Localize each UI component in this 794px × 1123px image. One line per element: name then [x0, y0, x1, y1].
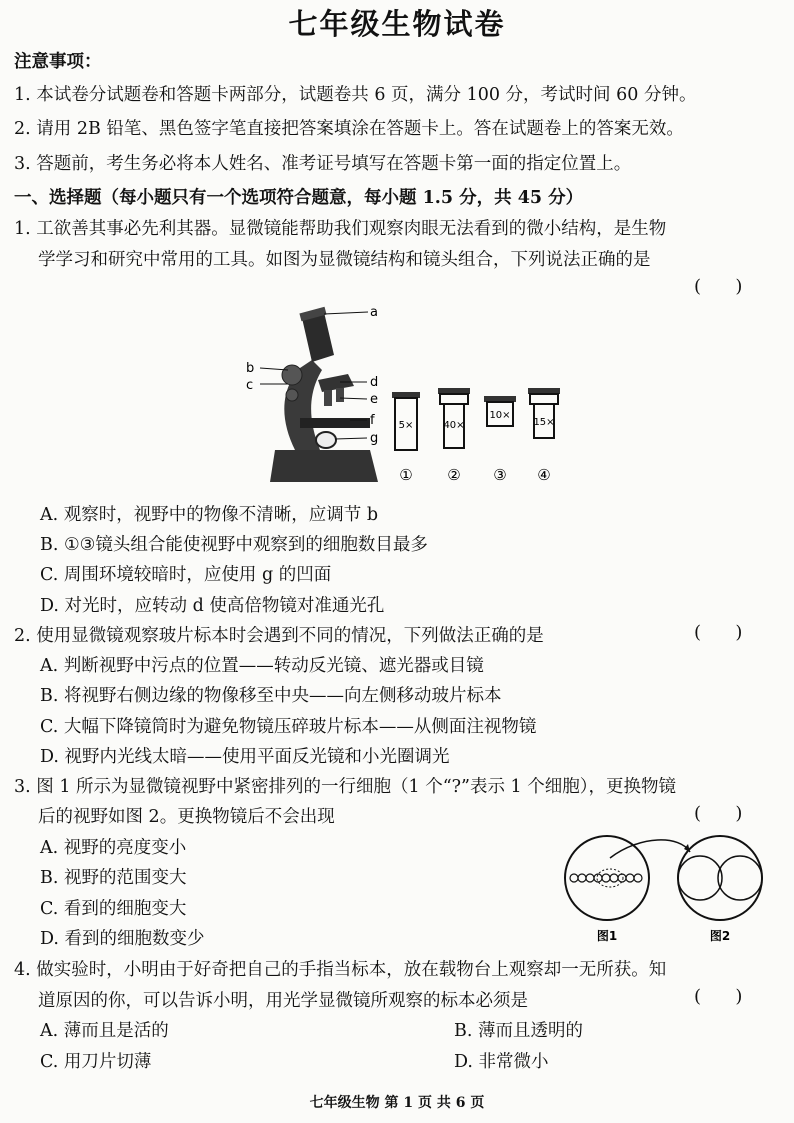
q3-option-d: D. 看到的细胞数变少 [40, 929, 205, 949]
section-heading: 一、选择题（每小题只有一个选项符合题意，每小题 1.5 分，共 45 分） [14, 188, 584, 208]
q3-option-c: C. 看到的细胞变大 [40, 899, 187, 919]
q1-stem-line2: 学学习和研究中常用的工具。如图为显微镜结构和镜头组合，下列说法正确的是 [38, 250, 651, 270]
label-e: e [370, 392, 378, 407]
lens-1-mag: 5× [398, 420, 414, 431]
lens-4 [528, 388, 560, 484]
q2-stem-line1: 2. 使用显微镜观察玻片标本时会遇到不同的情况，下列做法正确的是 [14, 626, 544, 646]
q1-option-a: A. 观察时，视野中的物像不清晰，应调节 b [40, 505, 379, 525]
lens-4-num: ④ [537, 466, 551, 484]
q2-option-c: C. 大幅下降镜筒时为避免物镜压碎玻片标本——从侧面注视物镜 [40, 717, 537, 737]
label-a: a [370, 305, 378, 320]
page-footer: 七年级生物 第 1 页 共 6 页 [309, 1095, 485, 1111]
fig2-label: 图2 [709, 929, 731, 943]
fig1-cell-row [570, 874, 642, 882]
coarse-adjustment-knob [282, 365, 302, 385]
q4-option-c: C. 用刀片切薄 [40, 1052, 152, 1072]
q1-option-b: B. ①③镜头组合能使视野中观察到的细胞数目最多 [40, 535, 428, 555]
q4-answer-paren: ( ) [694, 986, 743, 1007]
q1-answer-paren: ( ) [694, 276, 743, 297]
label-c: c [246, 378, 254, 393]
lens-2 [438, 388, 470, 484]
field-of-view-figure [560, 830, 775, 945]
q3-option-b: B. 视野的范围变大 [40, 868, 187, 888]
lens-3-mag: 10× [489, 410, 511, 421]
lens-3-num: ③ [493, 466, 507, 484]
q4-stem-line1: 4. 做实验时，小明由于好奇把自己的手指当标本，放在载物台上观察却一无所获。知 [14, 960, 667, 980]
q3-answer-paren: ( ) [694, 803, 743, 824]
arrow [610, 840, 690, 858]
lens-2-mag: 40× [443, 420, 465, 431]
label-f: f [370, 413, 375, 428]
lens-1 [392, 392, 420, 484]
q2-option-a: A. 判断视野中污点的位置——转动反光镜、遮光器或目镜 [40, 656, 484, 676]
fig1-label: 图1 [596, 929, 618, 943]
q1-stem-line1: 1. 工欲善其事必先利其器。显微镜能帮助我们观察肉眼无法看到的微小结构，是生物 [14, 219, 667, 239]
label-b: b [246, 361, 255, 376]
q4-option-b: B. 薄而且透明的 [454, 1021, 583, 1041]
lens-1-num: ① [399, 466, 413, 484]
q1-option-d: D. 对光时，应转动 d 使高倍物镜对准通光孔 [40, 596, 385, 616]
q2-answer-paren: ( ) [694, 622, 743, 643]
q3-stem-line2: 后的视野如图 2。更换物镜后不会出现 [38, 807, 335, 827]
fig2-circle [678, 836, 762, 920]
q1-option-c: C. 周围环境较暗时，应使用 g 的凹面 [40, 565, 332, 585]
microscope-figure [240, 300, 570, 495]
reflector-mirror [316, 432, 336, 448]
notice-item-1: 1. 本试卷分试题卷和答题卡两部分，试题卷共 6 页，满分 100 分，考试时间 60 分钟。 [14, 85, 697, 105]
microscope-base [270, 450, 378, 482]
label-g: g [370, 431, 379, 446]
page-title: 七年级生物试卷 [288, 7, 506, 41]
q2-option-b: B. 将视野右侧边缘的物像移至中央——向左侧移动玻片标本 [40, 686, 502, 706]
q4-option-a: A. 薄而且是活的 [40, 1021, 169, 1041]
lens-3 [484, 396, 516, 484]
lens-4-mag: 15× [533, 417, 555, 428]
q4-option-d: D. 非常微小 [454, 1052, 549, 1072]
q2-option-d: D. 视野内光线太暗——使用平面反光镜和小光圈调光 [40, 747, 450, 767]
q4-stem-line2: 道原因的你，可以告诉小明，用光学显微镜所观察的标本必须是 [38, 991, 528, 1011]
label-d: d [370, 375, 379, 390]
q3-stem-line1: 3. 图 1 所示为显微镜视野中紧密排列的一行细胞（1 个“?”表示 1 个细胞），更换物镜 [14, 777, 676, 797]
notice-item-3: 3. 答题前，考生务必将本人姓名、准考证号填写在答题卡第一面的指定位置上。 [14, 154, 632, 174]
lens-2-num: ② [447, 466, 461, 484]
notice-heading: 注意事项： [14, 52, 102, 72]
q3-option-a: A. 视野的亮度变小 [40, 838, 187, 858]
notice-item-2: 2. 请用 2B 铅笔、黑色签字笔直接把答案填涂在答题卡上。答在试题卷上的答案无效。 [14, 119, 684, 139]
